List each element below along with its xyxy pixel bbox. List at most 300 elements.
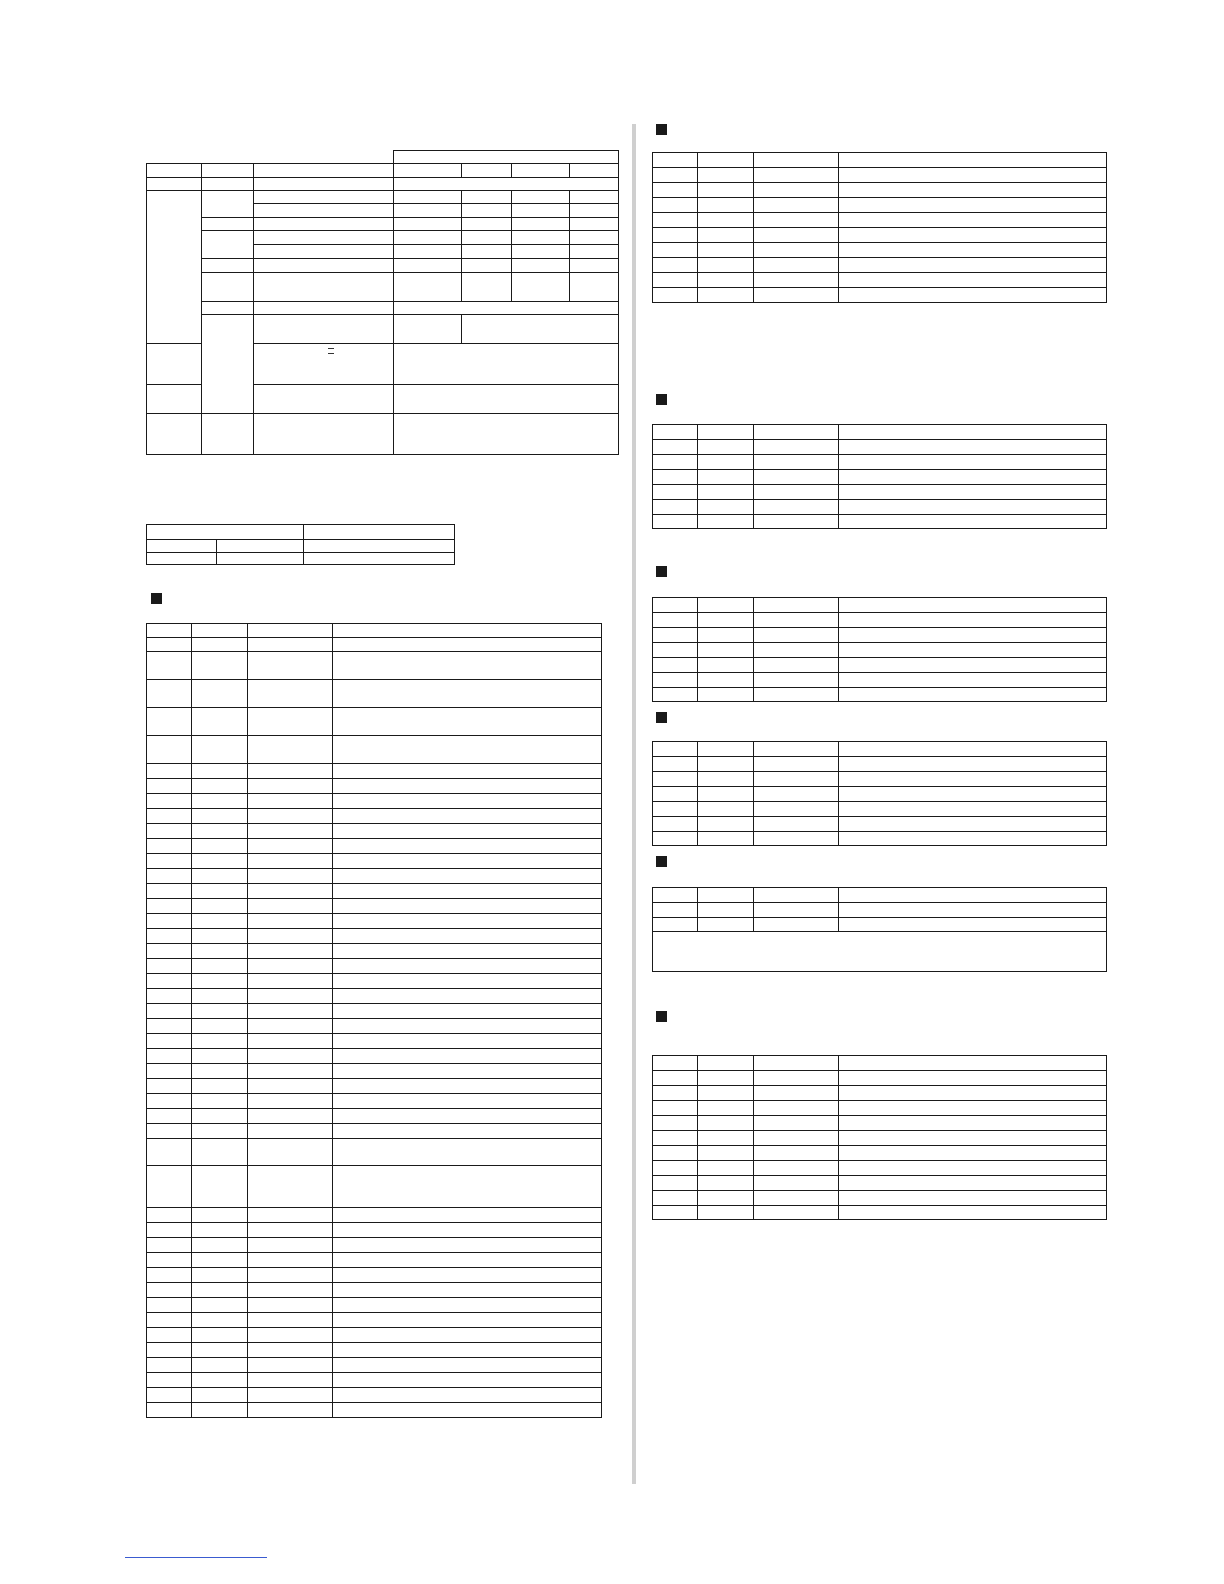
table-cell xyxy=(698,598,754,613)
table-row xyxy=(147,1253,602,1268)
table-cell xyxy=(147,944,192,959)
table-cell xyxy=(147,779,192,794)
table-row xyxy=(653,198,1107,213)
table-cell xyxy=(192,1223,248,1238)
spec-table-row xyxy=(147,218,619,231)
table-cell xyxy=(333,944,602,959)
table-cell xyxy=(248,1139,333,1166)
table-header-row xyxy=(147,624,602,638)
table-cell xyxy=(653,198,698,213)
table-cell xyxy=(698,817,754,832)
table-cell xyxy=(754,643,839,658)
table-cell xyxy=(333,1139,602,1166)
table-cell xyxy=(248,1403,333,1418)
table-cell xyxy=(192,1298,248,1313)
table-cell xyxy=(333,929,602,944)
table-cell xyxy=(192,1328,248,1343)
table-cell xyxy=(192,1238,248,1253)
table-cell xyxy=(754,613,839,628)
table-cell xyxy=(333,1328,602,1343)
table-cell xyxy=(754,742,839,757)
table-cell xyxy=(698,1131,754,1146)
table-row xyxy=(147,794,602,809)
black-square-icon xyxy=(656,712,667,723)
table-cell xyxy=(653,243,698,258)
table-cell xyxy=(147,1283,192,1298)
table-cell xyxy=(333,914,602,929)
table-cell xyxy=(698,515,754,529)
table-header-row xyxy=(653,1056,1107,1071)
table-cell xyxy=(754,228,839,243)
table-cell xyxy=(653,673,698,688)
table-cell xyxy=(192,809,248,824)
table-cell xyxy=(248,989,333,1004)
list-table-right-5 xyxy=(652,887,1107,972)
table-cell xyxy=(147,1094,192,1109)
spec-table-row xyxy=(147,231,619,245)
table-cell xyxy=(248,1094,333,1109)
table-row xyxy=(653,500,1107,515)
table-cell xyxy=(754,168,839,183)
table-cell xyxy=(147,1034,192,1049)
table-cell xyxy=(147,959,192,974)
table-cell xyxy=(839,832,1107,846)
table-cell xyxy=(754,1146,839,1161)
table-row xyxy=(653,243,1107,258)
table-cell xyxy=(192,779,248,794)
table-cell xyxy=(698,1191,754,1206)
table-cell xyxy=(653,1101,698,1116)
table-cell xyxy=(248,1253,333,1268)
table-cell xyxy=(192,1208,248,1223)
table-cell xyxy=(147,824,192,839)
table-cell xyxy=(839,598,1107,613)
table-cell xyxy=(248,974,333,989)
list-table-right-2 xyxy=(652,424,1107,529)
table-cell xyxy=(248,944,333,959)
table-row xyxy=(653,643,1107,658)
table-cell xyxy=(754,918,839,932)
table-row xyxy=(147,914,602,929)
table-cell xyxy=(147,1109,192,1124)
table-cell xyxy=(192,1403,248,1418)
table-cell xyxy=(839,455,1107,470)
table-cell xyxy=(653,772,698,787)
table-row xyxy=(147,1343,602,1358)
table-row xyxy=(147,680,602,708)
table-cell xyxy=(754,440,839,455)
small-table-row xyxy=(147,553,455,565)
table-cell xyxy=(248,914,333,929)
table-cell xyxy=(839,243,1107,258)
table-cell xyxy=(147,989,192,1004)
table-cell xyxy=(333,809,602,824)
table-cell xyxy=(653,183,698,198)
table-cell xyxy=(754,1056,839,1071)
table-cell xyxy=(653,658,698,673)
spec-table-row xyxy=(147,414,619,455)
list-table-right-1 xyxy=(652,152,1107,303)
table-cell xyxy=(192,974,248,989)
table-cell xyxy=(839,213,1107,228)
table-cell xyxy=(248,638,333,652)
table-cell xyxy=(147,974,192,989)
table-cell xyxy=(754,1191,839,1206)
table-cell xyxy=(333,652,602,680)
table-cell xyxy=(248,1298,333,1313)
table-cell xyxy=(754,425,839,440)
table-row xyxy=(147,1004,602,1019)
table-cell xyxy=(333,794,602,809)
table-cell xyxy=(333,1124,602,1139)
table-cell xyxy=(192,1094,248,1109)
table-note-cell xyxy=(653,932,1107,972)
table-cell xyxy=(698,757,754,772)
table-cell xyxy=(698,742,754,757)
table-row xyxy=(147,638,602,652)
table-row xyxy=(653,515,1107,529)
table-cell xyxy=(333,708,602,736)
table-cell xyxy=(192,854,248,869)
table-cell xyxy=(248,1358,333,1373)
table-header-row xyxy=(653,888,1107,903)
table-cell xyxy=(333,624,602,638)
table-row xyxy=(653,288,1107,303)
table-cell xyxy=(192,708,248,736)
table-cell xyxy=(333,1208,602,1223)
table-cell xyxy=(192,929,248,944)
table-cell xyxy=(192,1253,248,1268)
table-cell xyxy=(839,613,1107,628)
table-cell xyxy=(698,628,754,643)
table-row xyxy=(653,1206,1107,1220)
table-row xyxy=(147,974,602,989)
table-cell xyxy=(653,500,698,515)
table-cell xyxy=(147,1328,192,1343)
table-cell xyxy=(839,1116,1107,1131)
table-cell xyxy=(754,1206,839,1220)
table-cell xyxy=(147,1064,192,1079)
table-row xyxy=(653,802,1107,817)
table-cell xyxy=(754,658,839,673)
spec-table-top-header xyxy=(147,151,619,164)
table-cell xyxy=(754,273,839,288)
table-cell xyxy=(698,183,754,198)
table-cell xyxy=(839,1176,1107,1191)
table-row xyxy=(653,273,1107,288)
table-cell xyxy=(248,1124,333,1139)
table-cell xyxy=(192,1049,248,1064)
table-cell xyxy=(754,1071,839,1086)
table-cell xyxy=(192,638,248,652)
table-cell xyxy=(147,869,192,884)
table-cell xyxy=(653,757,698,772)
table-cell xyxy=(653,440,698,455)
table-row xyxy=(653,772,1107,787)
table-cell xyxy=(333,989,602,1004)
table-header-row xyxy=(653,153,1107,168)
small-table-row xyxy=(147,540,455,553)
table-cell xyxy=(653,1146,698,1161)
table-cell xyxy=(653,918,698,932)
spec-table-row xyxy=(147,178,619,191)
table-cell xyxy=(333,680,602,708)
table-cell xyxy=(333,884,602,899)
table-cell xyxy=(333,1403,602,1418)
table-row xyxy=(147,1238,602,1253)
table-cell xyxy=(248,1079,333,1094)
table-cell xyxy=(192,1358,248,1373)
table-row xyxy=(147,944,602,959)
table-cell xyxy=(147,624,192,638)
table-cell xyxy=(248,929,333,944)
table-row xyxy=(653,1161,1107,1176)
table-cell xyxy=(333,839,602,854)
table-cell xyxy=(698,1116,754,1131)
table-cell xyxy=(839,1131,1107,1146)
table-row xyxy=(653,1176,1107,1191)
spec-table-row xyxy=(147,315,619,344)
table-row xyxy=(653,470,1107,485)
table-cell xyxy=(839,183,1107,198)
table-cell xyxy=(653,470,698,485)
table-cell xyxy=(147,680,192,708)
table-cell xyxy=(754,1131,839,1146)
table-cell xyxy=(698,613,754,628)
table-cell xyxy=(653,903,698,918)
table-cell xyxy=(147,1019,192,1034)
table-cell xyxy=(653,1131,698,1146)
table-cell xyxy=(754,598,839,613)
table-cell xyxy=(754,455,839,470)
table-cell xyxy=(839,673,1107,688)
table-cell xyxy=(653,613,698,628)
table-row xyxy=(147,1268,602,1283)
table-cell xyxy=(754,832,839,846)
table-cell xyxy=(248,1268,333,1283)
table-cell xyxy=(839,817,1107,832)
table-row xyxy=(147,1049,602,1064)
table-cell xyxy=(839,903,1107,918)
table-cell xyxy=(653,1071,698,1086)
table-cell xyxy=(147,1358,192,1373)
table-cell xyxy=(147,1223,192,1238)
table-cell xyxy=(653,1176,698,1191)
table-cell xyxy=(698,643,754,658)
table-cell xyxy=(333,638,602,652)
table-cell xyxy=(698,1146,754,1161)
table-cell xyxy=(248,708,333,736)
table-cell xyxy=(698,1101,754,1116)
table-row xyxy=(147,1034,602,1049)
table-cell xyxy=(839,787,1107,802)
table-cell xyxy=(192,1313,248,1328)
table-cell xyxy=(147,839,192,854)
table-cell xyxy=(147,899,192,914)
table-cell xyxy=(754,688,839,702)
table-cell xyxy=(839,228,1107,243)
table-cell xyxy=(248,1283,333,1298)
table-cell xyxy=(653,643,698,658)
table-cell xyxy=(698,802,754,817)
table-cell xyxy=(248,1064,333,1079)
table-cell xyxy=(698,772,754,787)
table-cell xyxy=(147,1124,192,1139)
table-cell xyxy=(698,688,754,702)
table-cell xyxy=(147,884,192,899)
table-row xyxy=(653,168,1107,183)
table-row xyxy=(653,673,1107,688)
table-cell xyxy=(333,1019,602,1034)
table-cell xyxy=(698,1086,754,1101)
table-cell xyxy=(653,742,698,757)
spec-table-header-row xyxy=(147,164,619,178)
table-cell xyxy=(839,168,1107,183)
table-cell xyxy=(839,772,1107,787)
table-row xyxy=(653,183,1107,198)
table-cell xyxy=(192,736,248,764)
table-cell xyxy=(333,1388,602,1403)
spec-table-row xyxy=(147,273,619,302)
table-cell xyxy=(653,273,698,288)
table-row xyxy=(653,658,1107,673)
table-cell xyxy=(698,658,754,673)
table-cell xyxy=(653,485,698,500)
table-cell xyxy=(653,455,698,470)
table-row xyxy=(653,787,1107,802)
spec-table-row xyxy=(147,191,619,204)
table-cell xyxy=(653,787,698,802)
table-cell xyxy=(147,1238,192,1253)
table-cell xyxy=(248,899,333,914)
table-cell xyxy=(192,1124,248,1139)
table-cell xyxy=(839,273,1107,288)
table-cell xyxy=(147,1004,192,1019)
table-cell xyxy=(698,455,754,470)
table-cell xyxy=(248,1238,333,1253)
table-cell xyxy=(333,854,602,869)
table-cell xyxy=(653,1086,698,1101)
table-cell xyxy=(147,1343,192,1358)
footer-link[interactable] xyxy=(125,1557,267,1558)
table-cell xyxy=(653,213,698,228)
table-cell xyxy=(248,680,333,708)
table-cell xyxy=(754,817,839,832)
table-cell xyxy=(754,1086,839,1101)
table-cell xyxy=(698,440,754,455)
table-row xyxy=(653,1101,1107,1116)
table-cell xyxy=(192,1343,248,1358)
table-cell xyxy=(147,794,192,809)
table-row xyxy=(653,918,1107,932)
table-cell xyxy=(839,1206,1107,1220)
table-cell xyxy=(248,869,333,884)
table-row xyxy=(653,688,1107,702)
table-cell xyxy=(333,824,602,839)
table-cell xyxy=(653,832,698,846)
table-cell xyxy=(653,1206,698,1220)
table-row xyxy=(653,817,1107,832)
table-cell xyxy=(839,1086,1107,1101)
table-row xyxy=(653,757,1107,772)
black-square-icon xyxy=(656,1011,667,1022)
table-row xyxy=(653,1191,1107,1206)
table-row xyxy=(147,869,602,884)
small-table-header-row xyxy=(147,525,455,540)
table-cell xyxy=(248,1208,333,1223)
table-cell xyxy=(754,888,839,903)
table-cell xyxy=(147,1403,192,1418)
table-cell xyxy=(754,243,839,258)
table-cell xyxy=(754,787,839,802)
table-row xyxy=(147,1208,602,1223)
table-cell xyxy=(839,688,1107,702)
table-row xyxy=(147,1313,602,1328)
table-cell xyxy=(333,1343,602,1358)
table-row xyxy=(147,884,602,899)
table-cell xyxy=(248,1019,333,1034)
table-cell xyxy=(333,1253,602,1268)
table-cell xyxy=(754,772,839,787)
table-cell xyxy=(248,959,333,974)
table-cell xyxy=(333,1298,602,1313)
table-row xyxy=(653,258,1107,273)
table-row xyxy=(653,1086,1107,1101)
table-cell xyxy=(839,918,1107,932)
table-row xyxy=(653,613,1107,628)
spec-table xyxy=(146,150,619,455)
table-cell xyxy=(248,652,333,680)
table-cell xyxy=(192,914,248,929)
table-cell xyxy=(192,1034,248,1049)
table-cell xyxy=(333,1064,602,1079)
table-cell xyxy=(653,1116,698,1131)
black-square-icon xyxy=(656,566,667,577)
table-cell xyxy=(147,809,192,824)
table-cell xyxy=(653,598,698,613)
table-row xyxy=(147,1283,602,1298)
table-cell xyxy=(192,1388,248,1403)
table-cell xyxy=(147,914,192,929)
table-cell xyxy=(839,485,1107,500)
table-cell xyxy=(698,228,754,243)
table-cell xyxy=(754,1176,839,1191)
table-cell xyxy=(754,500,839,515)
table-cell xyxy=(653,515,698,529)
table-row xyxy=(653,1071,1107,1086)
table-row xyxy=(147,708,602,736)
list-table-right-4 xyxy=(652,741,1107,846)
table-cell xyxy=(192,899,248,914)
table-row xyxy=(147,989,602,1004)
table-cell xyxy=(839,425,1107,440)
table-cell xyxy=(839,742,1107,757)
table-cell xyxy=(839,153,1107,168)
table-row xyxy=(147,1064,602,1079)
table-cell xyxy=(147,854,192,869)
table-cell xyxy=(839,658,1107,673)
table-cell xyxy=(248,1328,333,1343)
table-row xyxy=(653,628,1107,643)
spec-table-row xyxy=(147,259,619,273)
table-cell xyxy=(147,1268,192,1283)
table-cell xyxy=(698,787,754,802)
table-cell xyxy=(248,1034,333,1049)
table-cell xyxy=(333,1049,602,1064)
table-cell xyxy=(698,470,754,485)
table-cell xyxy=(333,1373,602,1388)
table-row xyxy=(653,228,1107,243)
